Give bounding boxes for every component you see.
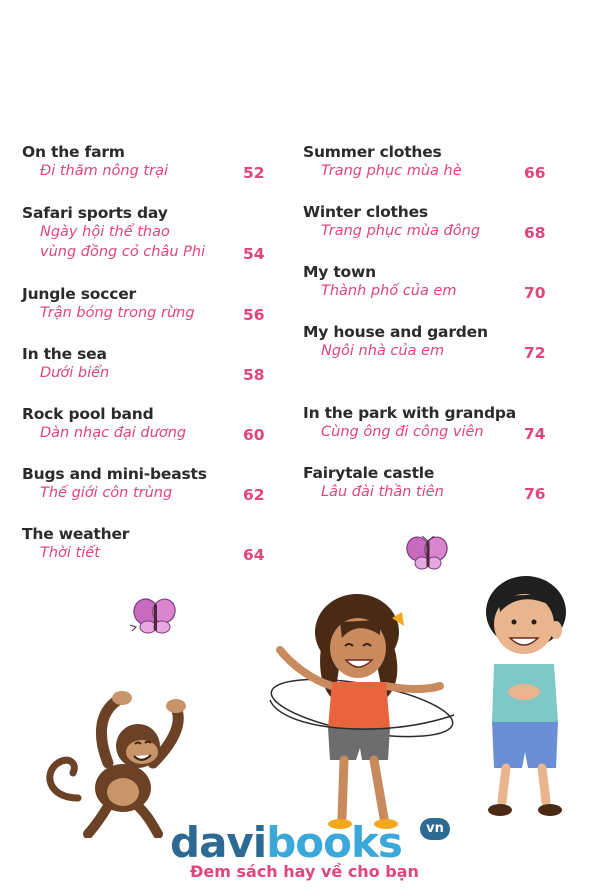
page-number: 64 (243, 546, 265, 564)
entry-title: Safari sports day (22, 204, 168, 222)
entry-subtitle: vùng đồng cỏ châu Phi (40, 244, 206, 260)
toc-entry[interactable] (303, 323, 488, 361)
toc-entry[interactable] (303, 203, 480, 241)
monkey-illustration (38, 688, 198, 838)
toc-entry[interactable] (22, 204, 205, 262)
butterfly-icon (402, 535, 454, 573)
page-number: 68 (524, 224, 546, 242)
brand-logo (170, 818, 402, 867)
entry-title: Winter clothes (303, 203, 428, 221)
page-number: 52 (243, 164, 265, 182)
page-number: 54 (243, 245, 265, 263)
logo-davi: davi (170, 818, 267, 867)
toc-entry[interactable] (22, 345, 109, 383)
entry-title: Fairytale castle (303, 464, 435, 482)
logo-vn-badge: vn (420, 818, 450, 840)
entry-title: Rock pool band (22, 405, 154, 423)
entry-subtitle: Đi thăm nông trại (40, 163, 168, 179)
entry-subtitle: Ngày hội thể thao (40, 224, 170, 240)
toc-entry[interactable] (22, 525, 129, 563)
page-number: 62 (243, 486, 265, 504)
entry-title: My town (303, 263, 376, 281)
entry-title: On the farm (22, 143, 125, 161)
toc-entry[interactable] (22, 143, 168, 181)
page-number: 70 (524, 284, 546, 302)
entry-subtitle: Thành phố của em (321, 283, 457, 299)
entry-title: My house and garden (303, 323, 488, 341)
toc-entry[interactable] (22, 465, 207, 503)
entry-subtitle: Trang phục mùa hè (321, 163, 462, 179)
entry-title: Bugs and mini-beasts (22, 465, 207, 483)
girl-hula-hoop-illustration (262, 590, 472, 840)
entry-subtitle: Thời tiết (40, 545, 100, 561)
page-number: 74 (524, 425, 546, 443)
entry-subtitle: Cùng ông đi công viên (321, 424, 484, 440)
entry-subtitle: Thế giới côn trùng (40, 485, 173, 501)
page-number: 56 (243, 306, 265, 324)
entry-title: Summer clothes (303, 143, 442, 161)
toc-entry[interactable] (303, 464, 444, 502)
entry-subtitle: Ngôi nhà của em (321, 343, 445, 359)
entry-title: In the park with grandpa (303, 404, 517, 422)
page-number: 76 (524, 485, 546, 503)
page-number: 66 (524, 164, 546, 182)
entry-subtitle: Trang phục mùa đông (321, 223, 481, 239)
entry-subtitle: Lâu đài thần tiên (321, 484, 444, 500)
boy-illustration (470, 572, 578, 822)
toc-entry[interactable] (303, 143, 462, 181)
toc-entry[interactable] (22, 285, 195, 323)
entry-subtitle: Dàn nhạc đại dương (40, 425, 187, 441)
entry-title: Jungle soccer (22, 285, 136, 303)
entry-subtitle: Trận bóng trong rừng (40, 305, 195, 321)
page-number: 60 (243, 426, 265, 444)
toc-entry[interactable] (22, 405, 186, 443)
page-number: 72 (524, 344, 546, 362)
butterfly-icon (128, 597, 184, 637)
entry-subtitle: Dưới biển (40, 365, 110, 381)
page-number: 58 (243, 366, 265, 384)
toc-entry[interactable] (303, 404, 516, 442)
entry-title: In the sea (22, 345, 107, 363)
entry-title: The weather (22, 525, 130, 543)
toc-entry[interactable] (303, 263, 457, 301)
logo-books: books (266, 818, 402, 867)
brand-slogan: Đem sách hay về cho bạn (190, 862, 419, 881)
